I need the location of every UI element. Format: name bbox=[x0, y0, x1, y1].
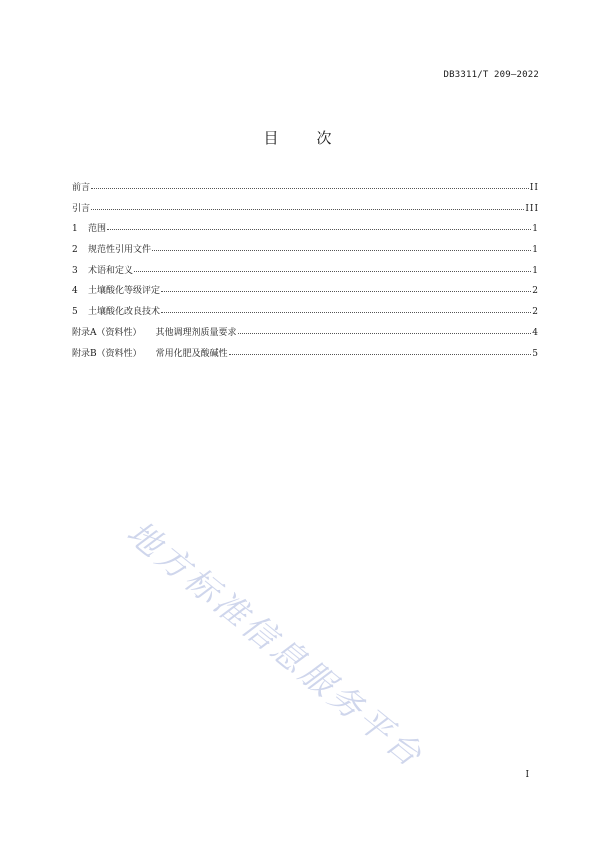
table-of-contents bbox=[72, 180, 539, 366]
toc-leader bbox=[152, 244, 531, 251]
toc-page-number: II bbox=[529, 183, 539, 193]
watermark: 地方标准信息服务平台 bbox=[119, 512, 432, 776]
toc-leader bbox=[91, 203, 524, 210]
toc-section-number: 2 bbox=[72, 245, 78, 256]
toc-label: 引言 bbox=[72, 203, 91, 214]
toc-label: 术语和定义 bbox=[88, 265, 134, 276]
toc-entry-appendix-b[interactable] bbox=[72, 346, 539, 367]
toc-label: 范围 bbox=[88, 224, 107, 235]
toc-page-number: 1 bbox=[532, 224, 539, 235]
toc-entry-acidification-grading[interactable] bbox=[72, 283, 539, 304]
document-code: DB3311/T 209—2022 bbox=[443, 70, 539, 80]
toc-label: 土壤酸化等级评定 bbox=[88, 286, 161, 297]
toc-label: 土壤酸化改良技术 bbox=[88, 307, 161, 318]
toc-page-number: 2 bbox=[532, 286, 539, 297]
toc-section-number: 1 bbox=[72, 224, 78, 235]
toc-appendix-title: 其他调理剂质量要求 bbox=[155, 327, 237, 338]
toc-leader bbox=[229, 348, 532, 355]
toc-label: 规范性引用文件 bbox=[88, 245, 152, 256]
toc-entry-foreword[interactable] bbox=[72, 180, 539, 201]
toc-entry-improvement-techniques[interactable] bbox=[72, 304, 539, 325]
toc-label: 附录A（资料性） bbox=[72, 327, 142, 338]
toc-page-number: 4 bbox=[532, 327, 539, 338]
toc-leader bbox=[161, 306, 531, 313]
toc-label: 前言 bbox=[72, 183, 91, 193]
toc-leader bbox=[134, 265, 531, 272]
toc-entry-terms-definitions[interactable] bbox=[72, 263, 539, 284]
toc-page-number: 1 bbox=[532, 245, 539, 256]
toc-entry-normative-references[interactable] bbox=[72, 242, 539, 263]
toc-leader bbox=[238, 327, 532, 334]
toc-appendix-title: 常用化肥及酸碱性 bbox=[155, 348, 228, 359]
toc-page-number: III bbox=[525, 203, 539, 214]
toc-entry-appendix-a[interactable] bbox=[72, 325, 539, 346]
toc-page-number: 2 bbox=[532, 307, 539, 318]
toc-page-number: 1 bbox=[532, 265, 539, 276]
toc-entry-introduction[interactable] bbox=[72, 201, 539, 222]
toc-page-number: 5 bbox=[532, 348, 539, 359]
toc-entry-scope[interactable] bbox=[72, 221, 539, 242]
toc-section-number: 4 bbox=[72, 286, 78, 297]
toc-section-number: 3 bbox=[72, 265, 78, 276]
page-number: I bbox=[525, 770, 529, 780]
page-title: 目次 bbox=[263, 129, 370, 147]
toc-leader bbox=[107, 223, 531, 230]
toc-leader bbox=[91, 182, 529, 189]
toc-label: 附录B（资料性） bbox=[72, 348, 142, 359]
toc-leader bbox=[161, 285, 531, 292]
toc-section-number: 5 bbox=[72, 307, 78, 318]
